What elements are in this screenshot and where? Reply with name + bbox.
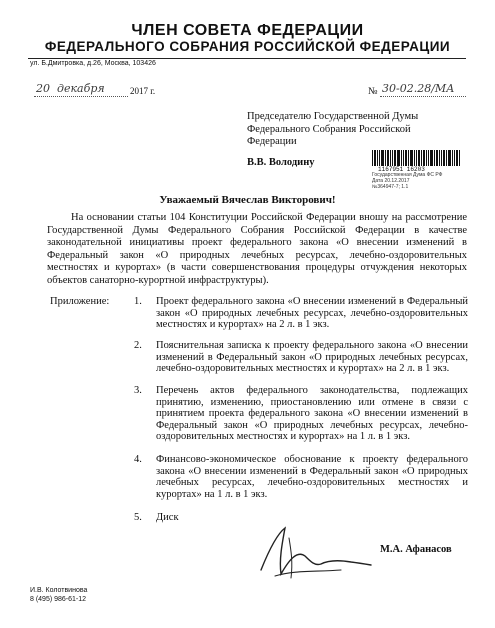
recipient-line: Федерального Собрания Российской <box>247 123 411 135</box>
attachment-number: 2. <box>134 340 142 351</box>
date-underline <box>34 96 128 97</box>
header-divider <box>28 58 466 59</box>
attachment-text: Проект федерального закона «О внесении изменений в Федеральный закон «О природных лечебных ресурсах, лечебно-оздоровительных местностях и курортах» на 2 л. в 1 экз. <box>156 296 468 330</box>
recipient-line: Федерации <box>247 136 297 147</box>
registration-barcode <box>372 150 467 166</box>
recipient-title <box>247 111 418 149</box>
stamp-line: №364947-7; 1.1 <box>372 184 409 190</box>
attachment-number: 4. <box>134 454 142 465</box>
header-title: ЧЛЕН СОВЕТА ФЕДЕРАЦИИ <box>131 22 364 39</box>
salutation: Уважаемый Вячеслав Викторович! <box>159 194 336 206</box>
attachment-number: 5. <box>134 512 142 523</box>
registration-stamp-text <box>372 172 442 190</box>
handwritten-signature <box>255 520 375 584</box>
barcode-number: 1167951 16203 <box>378 166 425 173</box>
attachment-text: Перечень актов федерального законодательства, подлежащих принятию, изменению, приостановлению или отмене в связи с принятием проекта федерального закона «О внесении изменений в Федеральный закон «О природных лечебных ресурсах, лечебно-оздоровительных местностях и курортах» на 1 л. в 1 экз. <box>156 385 468 442</box>
attachment-item <box>134 454 468 500</box>
attachment-item <box>134 385 468 443</box>
recipient-name: В.В. Володину <box>247 157 315 168</box>
number-underline <box>380 96 466 97</box>
stamp-line: Дата 20.12.2017 <box>372 178 410 184</box>
attachment-text: Пояснительная записка к проекту федерального закона «О внесении изменений в Федеральный закон «О природных лечебных ресурсах, лечебно-оздоровительных местностях и курортах» на 2 л. в 1 экз. <box>156 340 468 374</box>
executor-phone: 8 (495) 986-61-12 <box>30 596 87 603</box>
number-label: № <box>368 86 378 97</box>
attachment-text: Финансово-экономическое обоснование к проекту федерального закона «О внесении изменений в Федеральный закон «О природных лечебных ресурсах, лечебно-оздоровительных местностях и курортах» на 1 л. в 1 экз. <box>156 454 468 500</box>
outgoing-number: 30-02.28/МА <box>382 82 455 95</box>
date-month: декабря <box>57 82 105 95</box>
attachment-item <box>134 340 468 375</box>
attachment-number: 1. <box>134 296 142 307</box>
signatory-name: М.А. Афанасов <box>380 544 452 555</box>
header-subtitle: ФЕДЕРАЛЬНОГО СОБРАНИЯ РОССИЙСКОЙ ФЕДЕРАЦИИ <box>44 39 451 54</box>
attachment-item <box>134 296 468 331</box>
executor-info <box>30 586 87 604</box>
sender-address: ул. Б.Дмитровка, д.26, Москва, 103426 <box>30 60 156 67</box>
attachment-number: 3. <box>134 385 142 396</box>
letter-body: На основании статьи 104 Конституции Российской Федерации вношу на рассмотрение Государственной Думы Федерального Собрания Российской Федерации в качестве законодательной инициативы проект федерального закона «О внесении изменений в Федеральный закон «О природных лечебных ресурсах, лечебно-оздоровительных местностях и курортах» (в части совершенствования процедуры отчуждения некоторых объектов санаторно-курортной инфраструктуры). <box>47 212 467 286</box>
date-day: 20 <box>36 82 50 95</box>
attachment-text: Диск <box>156 512 179 523</box>
date-year: 2017 г. <box>130 86 156 96</box>
recipient-line: Председателю Государственной Думы <box>247 111 419 122</box>
stamp-line: Государственная Дума ФС РФ <box>372 172 443 178</box>
executor-name: И.В. Колотвинова <box>30 587 88 594</box>
attachments-label: Приложение: <box>50 296 110 307</box>
